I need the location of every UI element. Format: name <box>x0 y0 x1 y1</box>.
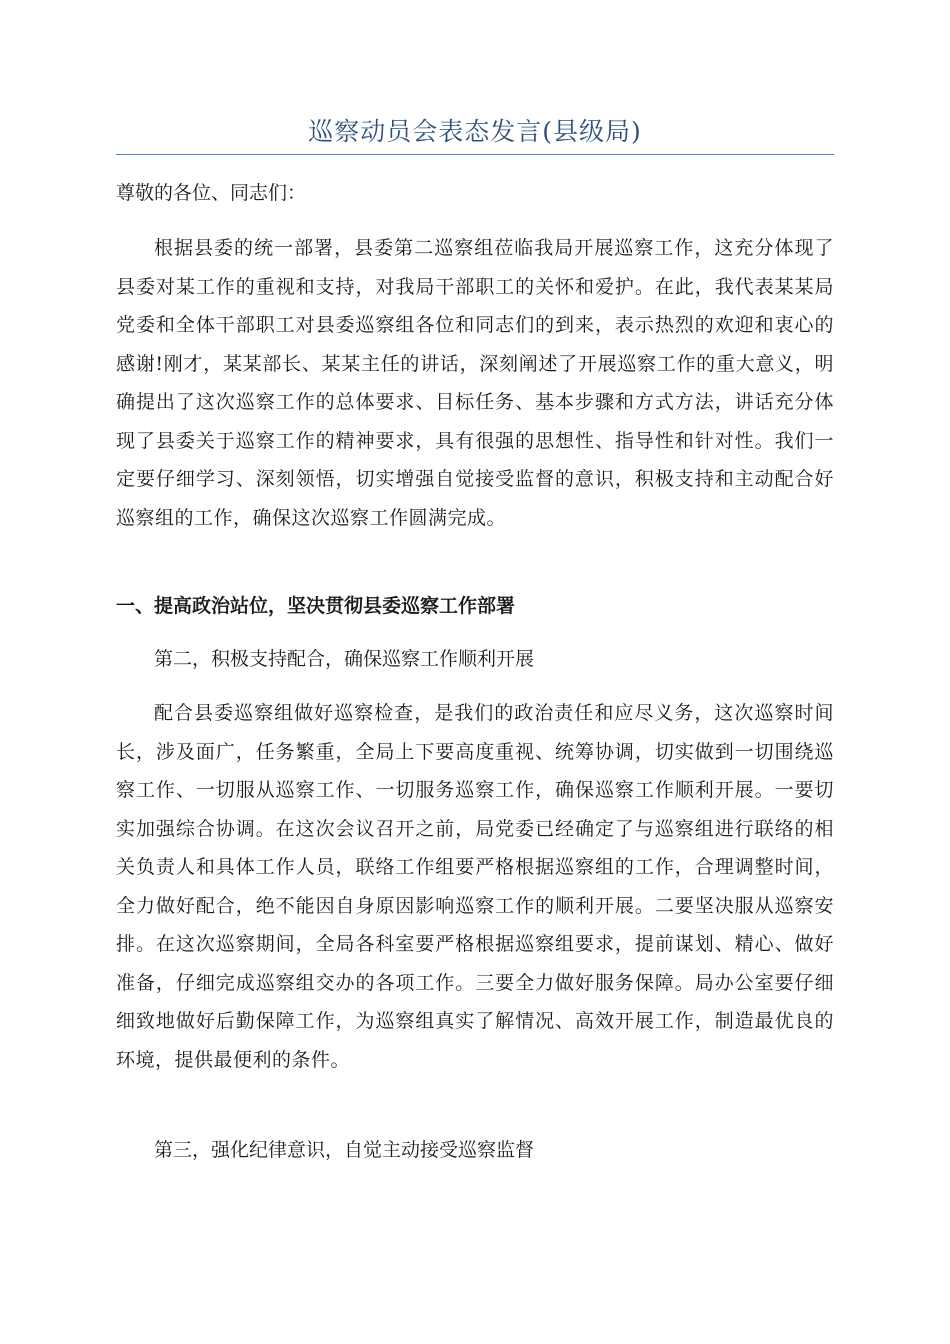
section-heading-1: 一、提高政治站位，坚决贯彻县委巡察工作部署 <box>116 595 516 617</box>
subheading-second: 第二，积极支持配合，确保巡察工作顺利开展 <box>154 648 535 670</box>
document-title: 巡察动员会表态发言(县级局) <box>308 117 642 146</box>
paragraph-cooperation: 配合县委巡察组做好巡察检查，是我们的政治责任和应尽义务，这次巡察时间长，涉及面广，任务繁重，全局上下要高度重视、统筹协调，切实做到一切围绕巡察工作、一切服从巡察工作、一切服务巡察工作，确保巡察工作顺利开展。一要切实加强综合协调。在这次会议召开之前，局党委已经确定了与巡察组进行联络的相关负责人和具体工作人员，联络工作组要严格根据巡察组的工作，合理调整时间，全力做好配合，绝不能因自身原因影响巡察工作的顺利开展。二要坚决服从巡察安排。在这次巡察期间，全局各科室要严格根据巡察组要求，提前谋划、精心、做好准备，仔细完成巡察组交办的各项工作。三要全力做好服务保障。局办公室要仔细细致地做好后勤保障工作，为巡察组真实了解情况、高效开展工作，制造最优良的环境，提供最便利的条件。 <box>116 702 834 1071</box>
salutation: 尊敬的各位、同志们： <box>116 182 307 204</box>
subheading-third: 第三，强化纪律意识，自觉主动接受巡察监督 <box>154 1139 535 1161</box>
title-underline <box>116 154 834 155</box>
paragraph-intro: 根据县委的统一部署，县委第二巡察组莅临我局开展巡察工作，这充分体现了县委对某工作的重视和支持，对我局干部职工的关怀和爱护。在此，我代表某某局党委和全体干部职工对县委巡察组各位和同志们的到来，表示热烈的欢迎和衷心的感谢!刚才，某某部长、某某主任的讲话，深刻阐述了开展巡察工作的重大意义，明确提出了这次巡察工作的总体要求、目标任务、基本步骤和方式方法，讲话充分体现了县委关于巡察工作的精神要求，具有很强的思想性、指导性和针对性。我们一定要仔细学习、深刻领悟，切实增强自觉接受监督的意识，积极支持和主动配合好巡察组的工作，确保这次巡察工作圆满完成。 <box>116 237 834 529</box>
